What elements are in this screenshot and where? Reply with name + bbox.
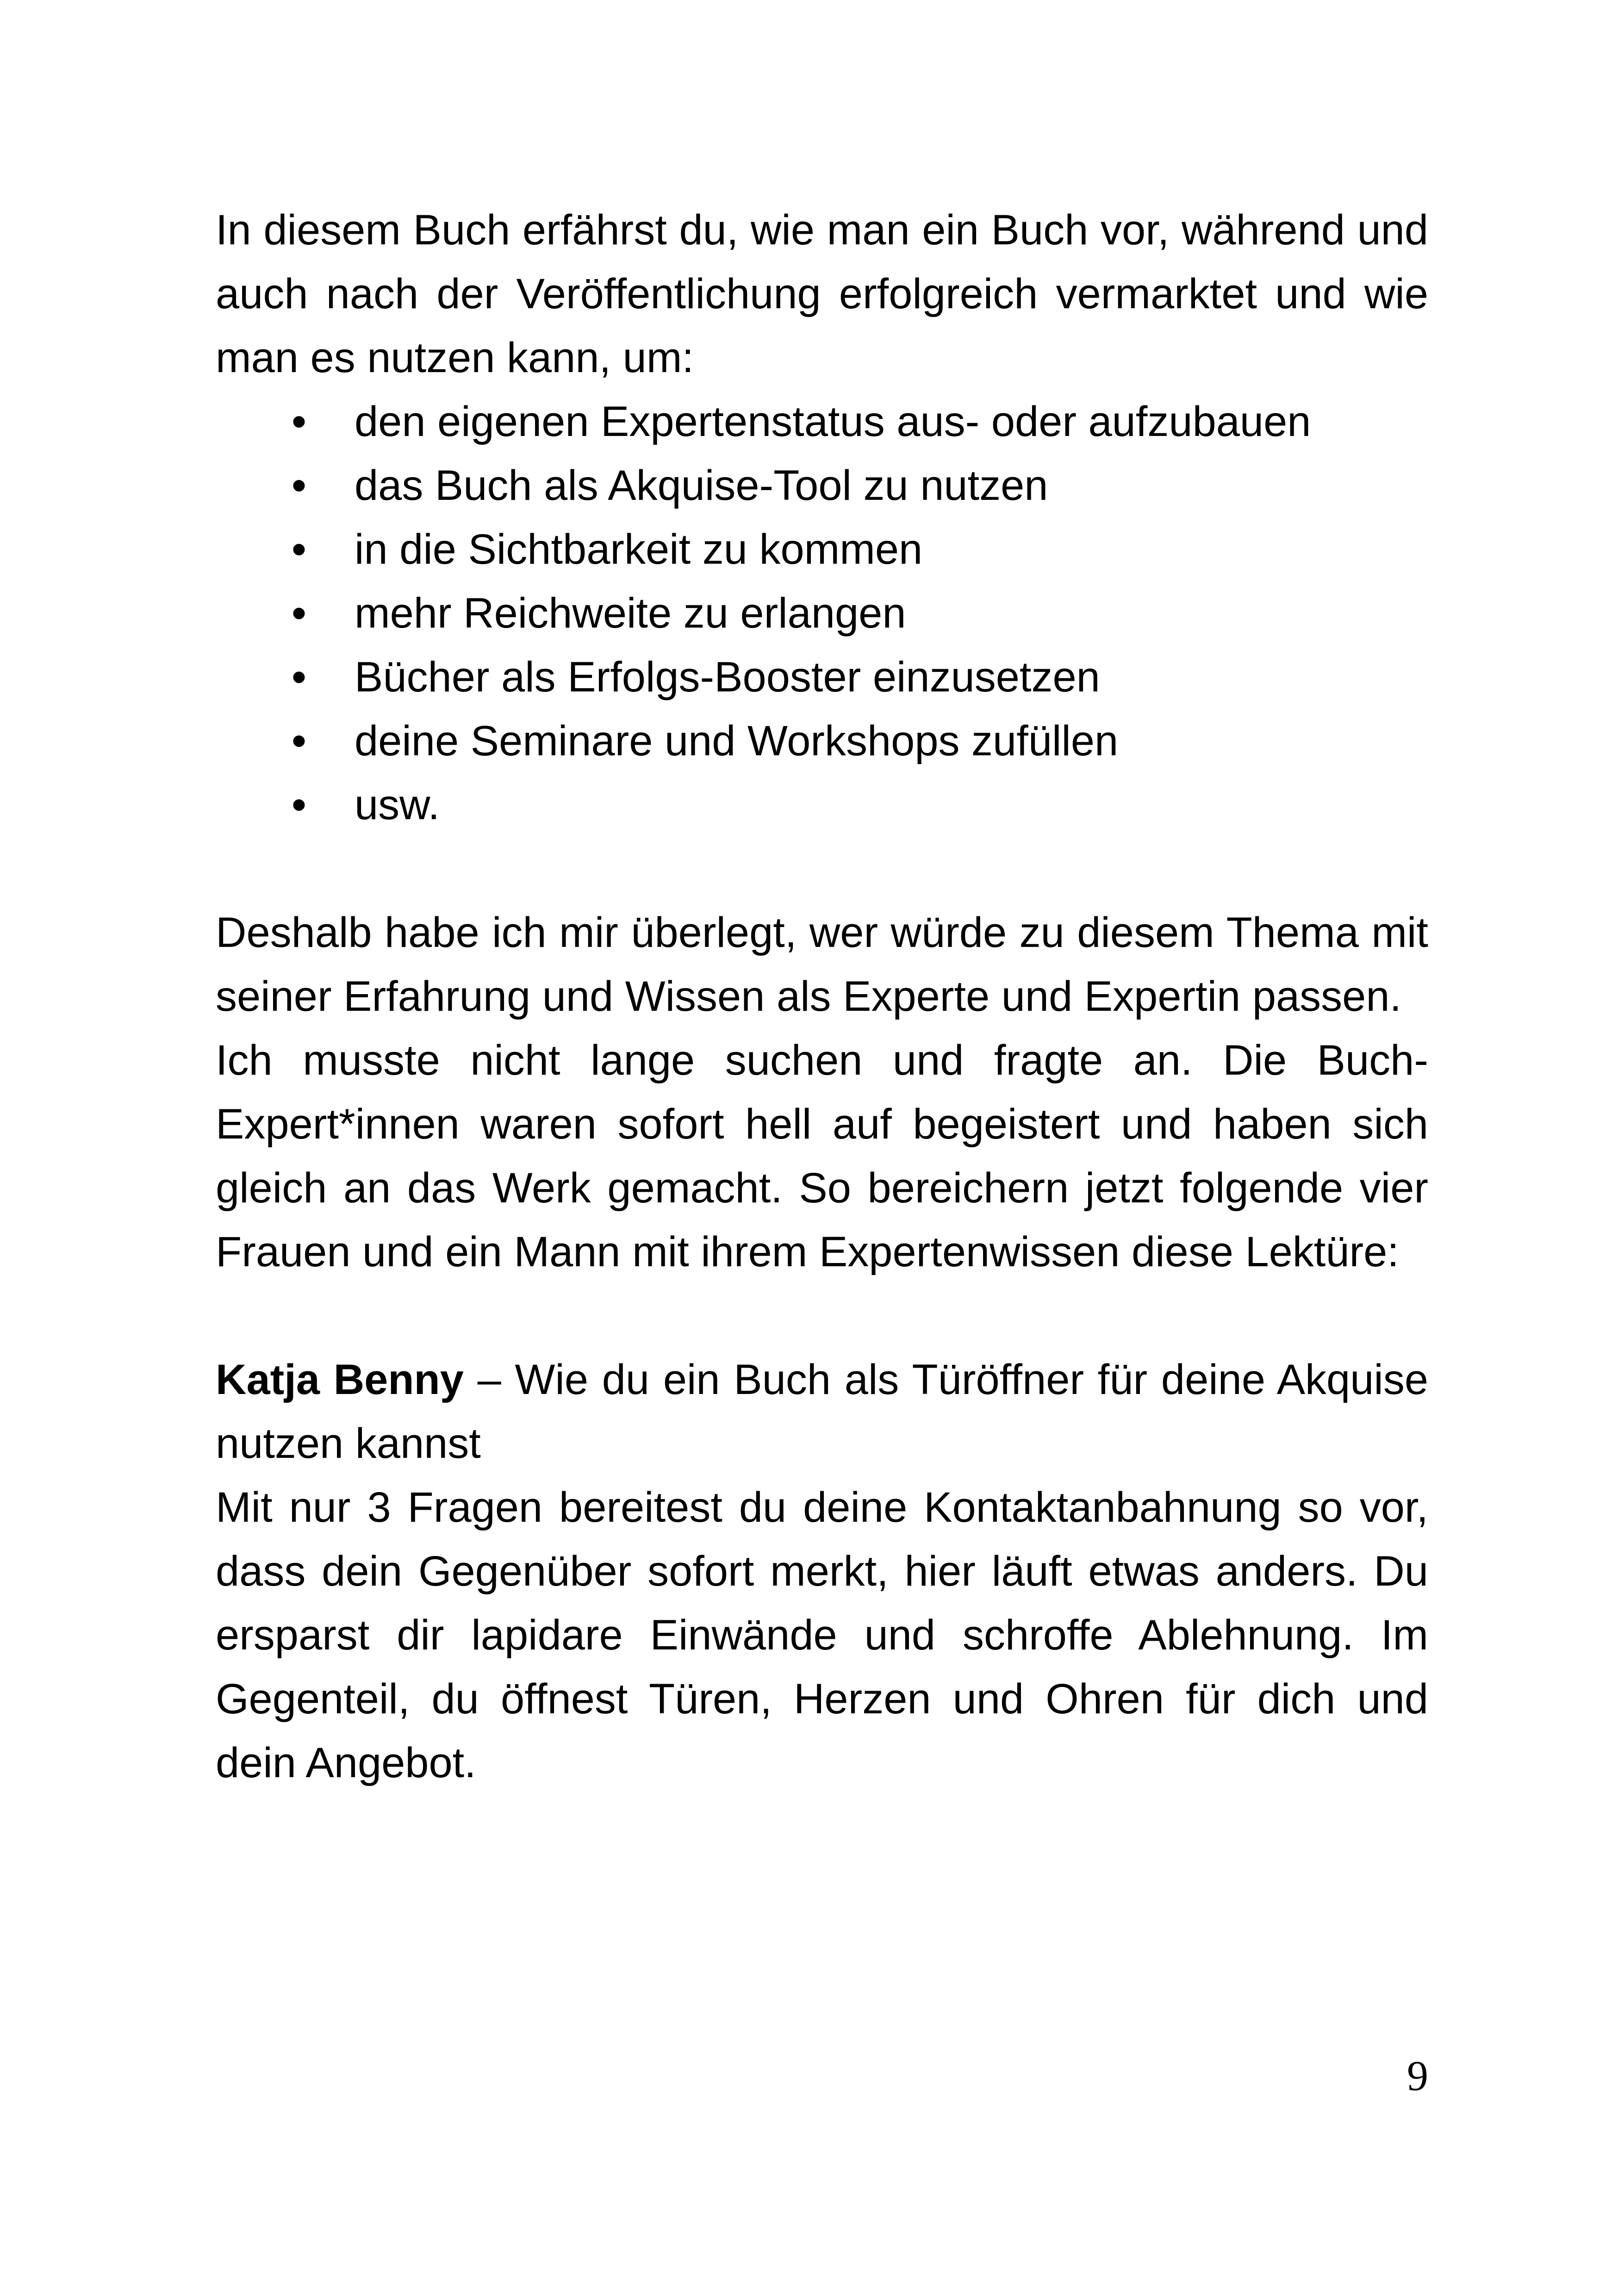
page-number: 9 bbox=[1407, 2052, 1428, 2099]
list-item-text: mehr Reichweite zu erlangen bbox=[355, 590, 906, 637]
list-item-text: den eigenen Expertenstatus aus- oder aufzubauen bbox=[355, 398, 1311, 445]
paragraph-spacer bbox=[216, 1284, 1428, 1348]
ich-paragraph: Ich musste nicht lange suchen und fragte an. Die Buch-Expert*innen waren sofort hell auf begeistert und haben sich gleich an das Werk gemacht. So bereichern jetzt folgende vier Frauen und ein Mann mit ihrem Expertenwissen diese Lektüre: bbox=[216, 1037, 1428, 1276]
expert-heading bbox=[216, 1348, 1428, 1475]
list-item-text: das Buch als Akquise-Tool zu nutzen bbox=[355, 462, 1048, 509]
intro-paragraph: In diesem Buch erfährst du, wie man ein Buch vor, während und auch nach der Veröffentlichung erfolgreich vermarktet und wie man es nutzen kann, um: bbox=[216, 206, 1428, 381]
expert-topic: – Wie du ein Buch als Türöffner für deine Akquise nutzen kannst bbox=[216, 1356, 1428, 1467]
list-item bbox=[216, 454, 1428, 517]
bullet-icon: • bbox=[291, 781, 307, 828]
bullet-icon: • bbox=[291, 398, 307, 445]
paragraph-spacer bbox=[216, 837, 1428, 901]
bullet-icon: • bbox=[291, 653, 307, 701]
bullet-icon: • bbox=[291, 590, 307, 637]
benefit-list bbox=[216, 390, 1428, 837]
bullet-icon: • bbox=[291, 717, 307, 765]
expert-description: Mit nur 3 Fragen bereitest du deine Kontaktanbahnung so vor, dass dein Gegenüber sofort merkt, hier läuft etwas anders. Du ersparst dir lapidare Einwände und schroffe Ablehnung. Im Gegenteil, du öffnest Türen, Herzen und Ohren für dich und dein Angebot. bbox=[216, 1484, 1428, 1786]
list-item bbox=[216, 517, 1428, 581]
expert-name: Katja Benny bbox=[216, 1356, 464, 1403]
bullet-icon: • bbox=[291, 462, 307, 509]
page-body bbox=[216, 198, 1428, 1795]
list-item-text: usw. bbox=[355, 781, 440, 828]
list-item bbox=[216, 645, 1428, 709]
list-item bbox=[216, 709, 1428, 773]
list-item-text: deine Seminare und Workshops zufüllen bbox=[355, 717, 1119, 765]
list-item bbox=[216, 390, 1428, 454]
list-item-text: Bücher als Erfolgs-Booster einzusetzen bbox=[355, 653, 1100, 701]
list-item bbox=[216, 773, 1428, 837]
list-item-text: in die Sichtbarkeit zu kommen bbox=[355, 526, 923, 573]
list-item bbox=[216, 581, 1428, 645]
deshalb-paragraph: Deshalb habe ich mir überlegt, wer würde zu diesem Thema mit seiner Erfahrung und Wissen als Experte und Expertin passen. bbox=[216, 909, 1428, 1020]
bullet-icon: • bbox=[291, 526, 307, 573]
